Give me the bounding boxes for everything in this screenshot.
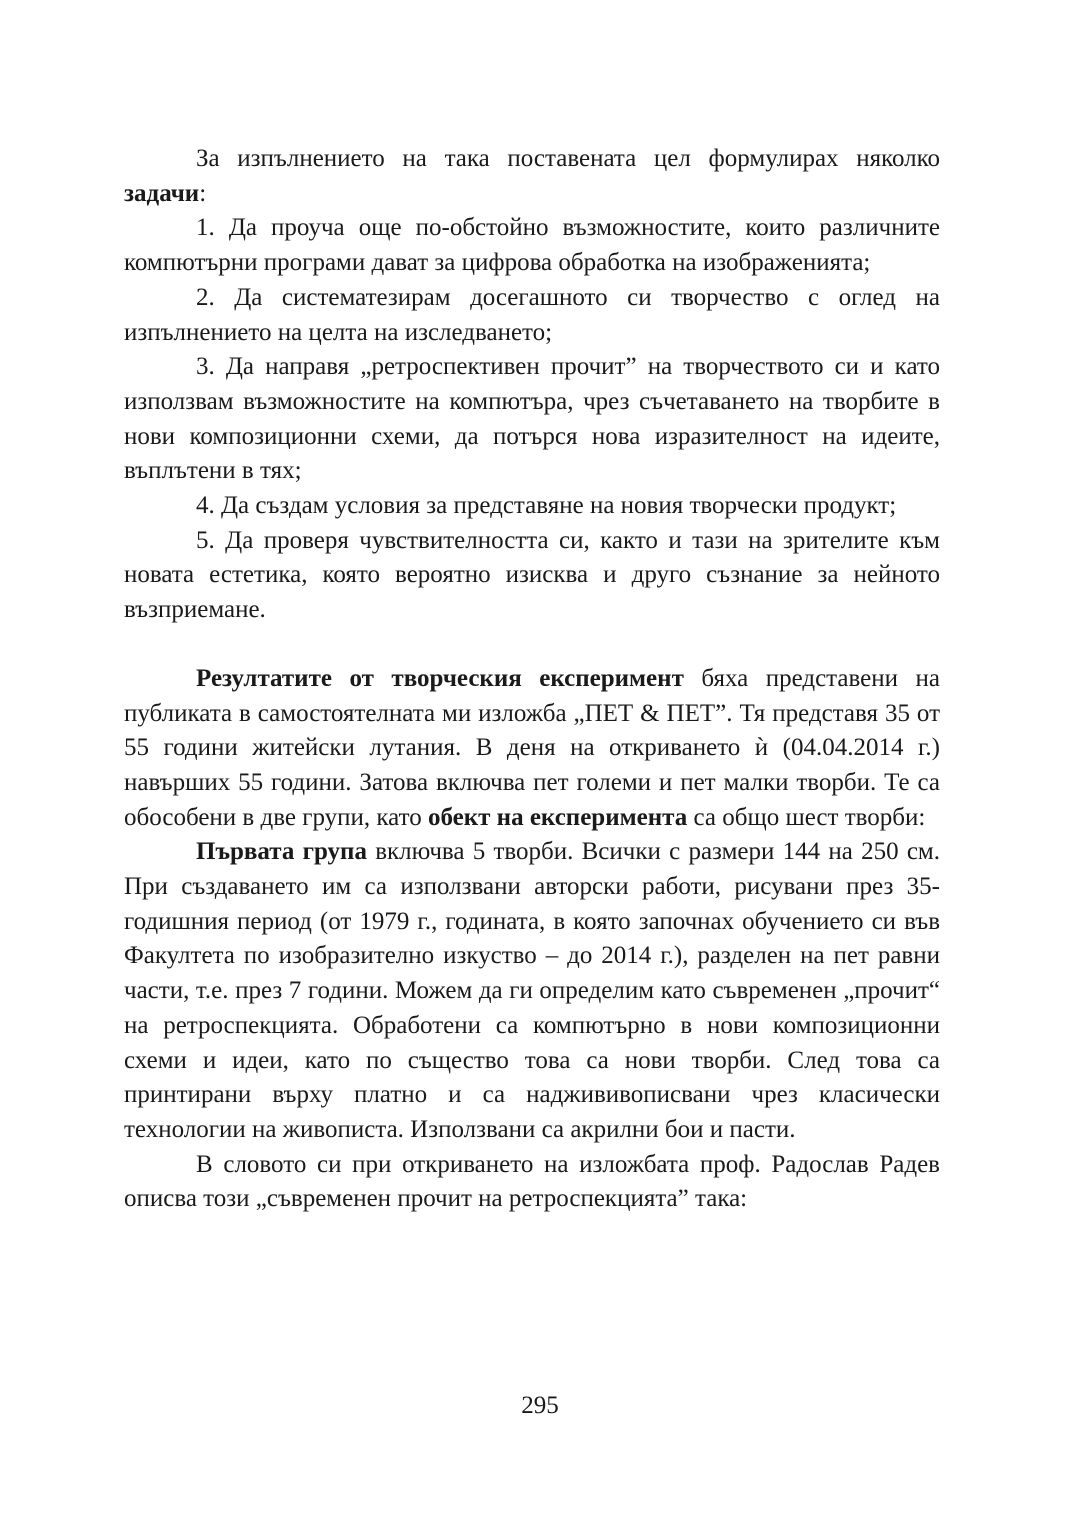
task-item-4: 4. Да създам условия за представяне на новия творчески продукт; [196,492,897,520]
intro-text: За изпълнението на така поставената цел формулирах няколко [196,145,940,172]
results-bold-object: обект на експеримента [427,803,688,831]
task-item-1: 1. Да проуча още по-обстойно възможностите, които различните компютърни програми дават за цифрова обработка на изображенията; [124,214,940,277]
paragraph-gap [124,628,940,662]
intro-paragraph [124,142,940,211]
first-group-bold-lead: Първата група [196,838,367,866]
first-group-paragraph [124,835,940,1147]
task-item-3: 3. Да направя „ретроспективен прочит” на творчеството си и като използвам възможностите на компютъра, чрез съчетаването на творбите в нови композиционни схеми, да потърся нова изразителност на идеите, въплътени в тях; [124,353,940,485]
first-group-text: включва 5 творби. Всички с размери 144 на 250 см. При създаването им са използвани авторски работи, рисувани през 35-годишния период (от 1979 г., годината, в която започнах обучението си във Факултета по изобразително изкуство – до 2014 г.), разделен на пет равни части, т.е. през 7 години. Можем да ги определим като съвременен „прочит“ на ретроспекцията. Обработени са компютърно в нови композиционни схеми и идеи, като по същество това са нови творби. След това са принтирани върху платно и са наджививописвани чрез класически технологии на живописта. Използвани са акрилни бои и пасти. [124,838,940,1143]
task-item-5: 5. Да проверя чувствителността си, както и тази на зрителите към новата естетика, която вероятно изисква и друго съзнание за нейното възприемане. [124,526,940,624]
intro-bold-tasks: задачи [124,179,200,207]
closing-paragraph: В словото си при откриването на изложбата проф. Радослав Радев описва този „съвременен прочит на ретроспекцията” така: [124,1150,940,1213]
intro-tail: : [199,179,207,207]
page-number: 295 [521,1392,559,1419]
results-paragraph [124,662,940,836]
results-text-2: са общо шест творби: [687,803,926,831]
page-body [124,142,940,1217]
task-item-2: 2. Да систематезирам досегашното си творчество с оглед на изпълнението на целта на изследването; [124,283,940,346]
results-text-1: бяха представени на публиката в самостоятелната ми изложба „ПЕТ & ПЕТ”. Тя представя 35 от 55 години житейски лутания. В деня на откриването ѝ (04.04.2014 г.) навърших 55 години. Затова включва пет големи и пет малки творби. Те са обособени в две групи, като [124,664,940,831]
results-bold-lead: Резултатите от творческия експеримент [196,664,684,692]
